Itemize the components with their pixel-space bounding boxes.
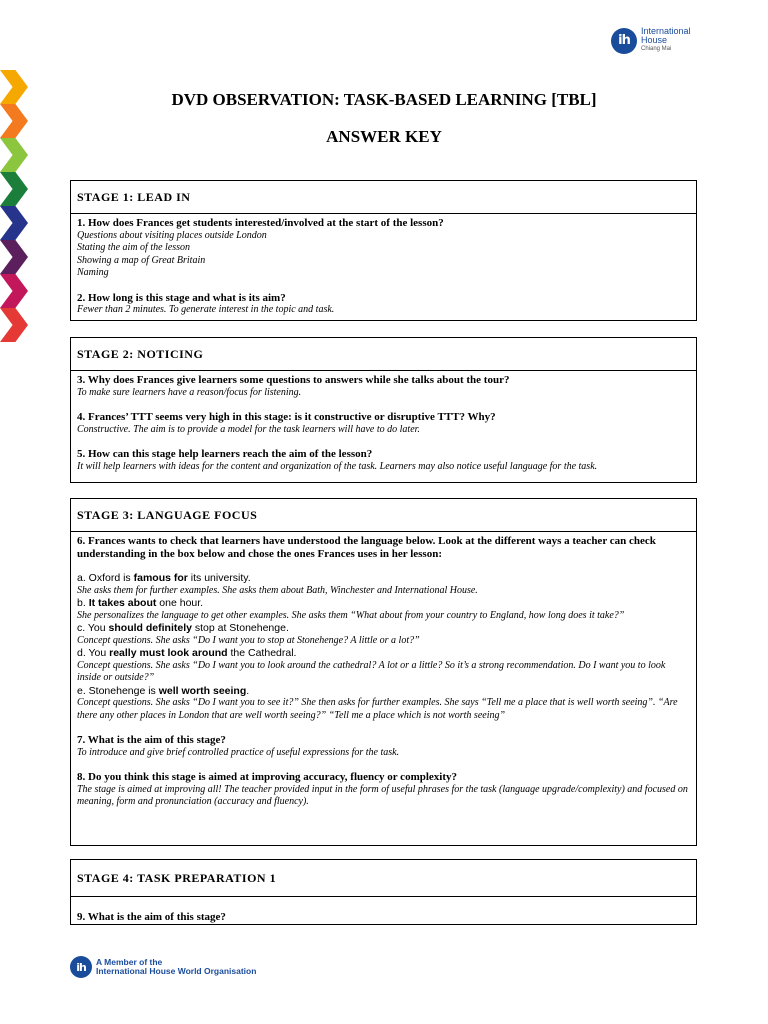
answer-5: It will help learners with ideas for the content and organization of the task. Learners may also notice useful language for the task. bbox=[77, 460, 598, 472]
question-3: 3. Why does Frances give learners some questions to answers while she talks about the tour? bbox=[77, 374, 510, 386]
ih-logo-icon: ih bbox=[70, 956, 92, 978]
answer-2: Fewer than 2 minutes. To generate interest in the topic and task. bbox=[77, 304, 335, 315]
stage-4-body bbox=[71, 897, 696, 927]
answer-1-line: Stating the aim of the lesson bbox=[77, 242, 191, 253]
answer-1-line: Questions about visiting places outside London bbox=[77, 229, 267, 241]
stage-4-heading: STAGE 4: TASK PREPARATION 1 bbox=[71, 860, 696, 897]
ih-logo bbox=[611, 27, 691, 54]
stage-4-box bbox=[70, 859, 697, 925]
page-subtitle: ANSWER KEY bbox=[326, 127, 442, 146]
stage-1-heading: STAGE 1: LEAD IN bbox=[71, 181, 696, 214]
stage-3-body bbox=[71, 532, 696, 812]
example-d: d. You really must look around the Cathedral. bbox=[77, 647, 297, 659]
answer-6a: She asks them for further examples. She asks them about Bath, Winchester and International House. bbox=[77, 584, 478, 596]
chevron-icon bbox=[0, 308, 28, 342]
stage-2-box bbox=[70, 337, 697, 483]
ih-logo-text: International House Chiang Mai bbox=[641, 26, 691, 52]
chevron-icon bbox=[0, 206, 28, 240]
answer-6d: Concept questions. She asks “Do I want you to look around the cathedral? A lot or a little? So it’s a strong recommendation. Do I want you to look inside or outside?” bbox=[77, 659, 666, 683]
stage-3-heading: STAGE 3: LANGUAGE FOCUS bbox=[71, 499, 696, 532]
example-c: c. You should definitely stop at Stonehenge. bbox=[77, 622, 289, 634]
footer-logo bbox=[70, 956, 256, 978]
stage-2-body bbox=[71, 371, 696, 476]
page-title: DVD OBSERVATION: TASK-BASED LEARNING [TBL] bbox=[171, 90, 597, 109]
example-b: b. It takes about one hour. bbox=[77, 597, 204, 609]
example-e: e. Stonehenge is well worth seeing. bbox=[77, 684, 250, 697]
answer-1-line: Naming bbox=[77, 267, 109, 278]
example-a: a. Oxford is famous for its university. bbox=[77, 572, 251, 584]
stage-1-box bbox=[70, 180, 697, 321]
ih-logo-icon: ih bbox=[611, 28, 637, 54]
answer-6b: She personalizes the language to get other examples. She asks them “What about from your country to England, how long does it take?” bbox=[77, 609, 625, 621]
answer-6e: Concept questions. She asks “Do I want you to see it?” She then asks for further examples. She says “Tell me a place that is well worth seeing”. “Are there any other places in London that are well worth seeing?” “Tell me a place which is not worth seeing” bbox=[77, 697, 678, 721]
answer-3: To make sure learners have a reason/focus for listening. bbox=[77, 386, 302, 398]
chevron-icon bbox=[0, 172, 28, 206]
answer-8: The stage is aimed at improving all! The teacher provided input in the form of useful phrases for the task (language upgrade/complexity) and focused on meaning, form and pronunciation (accuracy and fluency). bbox=[77, 783, 688, 807]
chevron-decoration bbox=[0, 70, 32, 342]
footer-text: A Member of the International House World Organisation bbox=[96, 957, 257, 976]
question-7: 7. What is the aim of this stage? bbox=[77, 734, 226, 746]
answer-1-line: Showing a map of Great Britain bbox=[77, 254, 206, 266]
chevron-icon bbox=[0, 240, 28, 274]
question-8: 8. Do you think this stage is aimed at improving accuracy, fluency or complexity? bbox=[77, 771, 458, 783]
question-5: 5. How can this stage help learners reach the aim of the lesson? bbox=[77, 448, 373, 460]
question-9: 9. What is the aim of this stage? bbox=[77, 911, 226, 923]
question-1: 1. How does Frances get students interested/involved at the start of the lesson? bbox=[77, 217, 444, 229]
stage-3-box bbox=[70, 498, 697, 846]
answer-7: To introduce and give brief controlled practice of useful expressions for the task. bbox=[77, 746, 400, 758]
answer-4: Constructive. The aim is to provide a model for the task learners will have to do later. bbox=[77, 423, 420, 435]
question-4: 4. Frances’ TTT seems very high in this stage: is it constructive or disruptive TTT? Why? bbox=[77, 411, 496, 423]
stage-2-heading: STAGE 2: NOTICING bbox=[71, 338, 696, 371]
question-2: 2. How long is this stage and what is its aim? bbox=[77, 291, 286, 304]
stage-1-body bbox=[71, 214, 696, 320]
question-6: 6. Frances wants to check that learners have understood the language below. Look at the different ways a teacher can check understanding in the box below and chose the ones Frances uses in her lesson: bbox=[77, 535, 656, 560]
answer-6c: Concept questions. She asks “Do I want you to stop at Stonehenge? A little or a lot?” bbox=[77, 634, 420, 646]
chevron-icon bbox=[0, 274, 28, 308]
